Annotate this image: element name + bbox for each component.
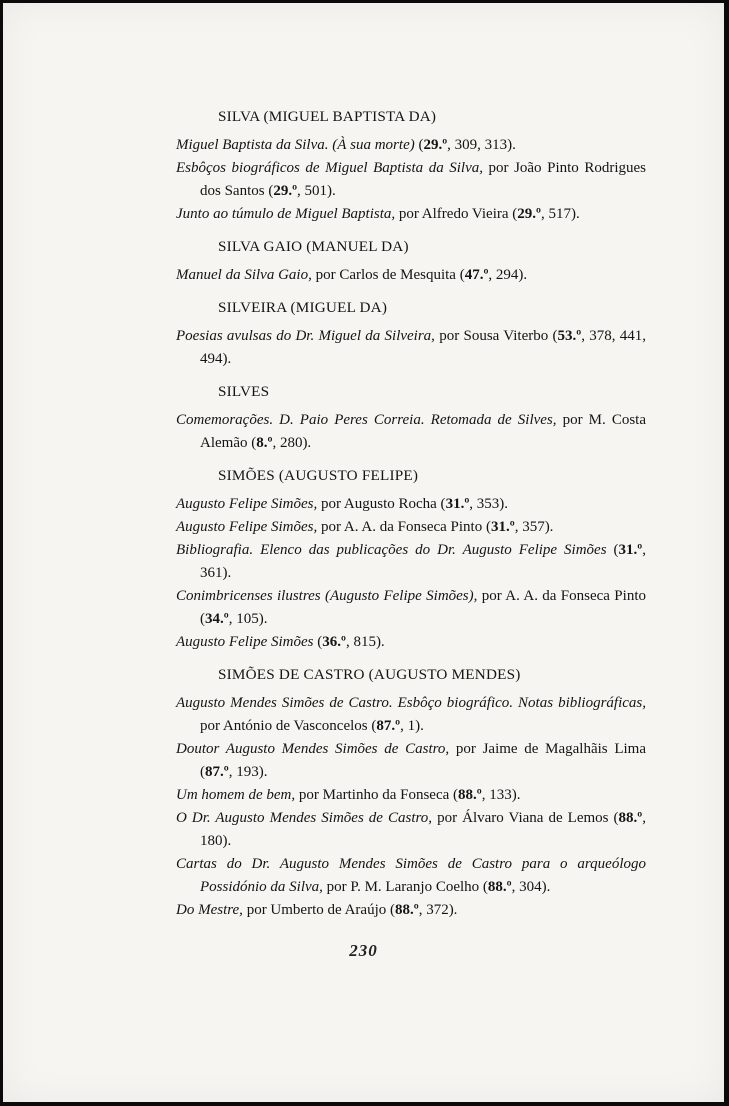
section-heading: SILVA GAIO (MANUEL DA) bbox=[218, 238, 409, 255]
entry-author: por Augusto Rocha ( bbox=[317, 496, 446, 512]
entry-volume: 88.º bbox=[487, 879, 512, 895]
entry-pages: , 501). bbox=[297, 183, 336, 199]
entry-title: Bibliografia. Elenco das publicações do Dr. Augusto Felipe Simões bbox=[176, 542, 607, 558]
section-heading: SILVEIRA (MIGUEL DA) bbox=[218, 299, 388, 316]
entry-title: Poesias avulsas do Dr. Miguel da Silveira, bbox=[176, 328, 435, 344]
index-section bbox=[176, 298, 646, 382]
index-entry bbox=[176, 784, 646, 807]
entry-pages: , 372). bbox=[418, 902, 458, 918]
section-heading: SIMÕES (AUGUSTO FELIPE) bbox=[218, 467, 419, 484]
section-heading: SIMÕES DE CASTRO (AUGUSTO MENDES) bbox=[218, 666, 521, 683]
entry-volume: 87.º bbox=[205, 764, 229, 780]
entry-pages: , 193). bbox=[228, 764, 268, 780]
entry-author: ( bbox=[313, 634, 323, 650]
index-entry bbox=[176, 585, 646, 631]
page-number: 230 bbox=[349, 941, 378, 960]
entry-volume: 29.º bbox=[273, 183, 298, 199]
entry-volume: 47.º bbox=[464, 267, 489, 283]
index-section bbox=[176, 107, 646, 237]
entry-volume: 36.º bbox=[322, 634, 346, 650]
index-entry bbox=[176, 692, 646, 738]
index-entry bbox=[176, 134, 646, 157]
entry-author: por M. Costa Alemão ( bbox=[200, 412, 647, 451]
entry-author: por Martinho da Fonseca ( bbox=[295, 787, 459, 803]
entry-author: por Álvaro Viana de Lemos ( bbox=[432, 810, 619, 826]
entry-volume: 31.º bbox=[490, 519, 515, 535]
entry-volume: 88.º bbox=[394, 902, 419, 918]
index-entry bbox=[176, 738, 646, 784]
entry-author: por Alfredo Vieira ( bbox=[395, 206, 518, 222]
entry-pages: , 361). bbox=[200, 542, 646, 581]
index-entry bbox=[176, 899, 646, 922]
entry-pages: , 1). bbox=[400, 718, 424, 734]
entry-author: por Carlos de Mesquita ( bbox=[311, 267, 465, 283]
entry-volume: 31.º bbox=[618, 542, 643, 558]
entry-pages: , 133). bbox=[481, 787, 521, 803]
index-entry bbox=[176, 157, 646, 203]
entry-author: por A. A. da Fonseca Pinto ( bbox=[317, 519, 491, 535]
entry-volume: 31.º bbox=[445, 496, 470, 512]
entry-pages: , 353). bbox=[469, 496, 509, 512]
page bbox=[3, 3, 724, 1102]
entry-volume: 29.º bbox=[517, 206, 541, 222]
entry-volume: 8.º bbox=[256, 435, 273, 451]
index-section bbox=[176, 237, 646, 298]
entry-volume: 53.º bbox=[557, 328, 582, 344]
index-entry bbox=[176, 853, 646, 899]
entry-pages: , 294). bbox=[488, 267, 528, 283]
index-entry bbox=[176, 203, 646, 226]
entry-volume: 34.º bbox=[205, 611, 229, 627]
entry-title: Augusto Felipe Simões bbox=[176, 634, 314, 650]
entry-author: por Umberto de Araújo ( bbox=[242, 902, 395, 918]
entry-title: Augusto Felipe Simões, bbox=[176, 519, 318, 535]
index-section bbox=[176, 382, 646, 466]
entry-pages: , 357). bbox=[514, 519, 554, 535]
section-heading: SILVA (MIGUEL BAPTISTA DA) bbox=[218, 108, 437, 125]
index-section bbox=[176, 466, 646, 665]
entry-pages: , 378, 441, 494). bbox=[200, 328, 646, 367]
entry-pages: , 304). bbox=[511, 879, 551, 895]
entry-author: por Sousa Viterbo ( bbox=[434, 328, 558, 344]
index-content bbox=[176, 107, 646, 922]
entry-title: Manuel da Silva Gaio, bbox=[176, 267, 312, 283]
entry-title: Um homem de bem, bbox=[176, 787, 296, 803]
index-entry bbox=[176, 409, 646, 455]
entry-author: por A. A. da Fonseca Pinto ( bbox=[200, 588, 646, 627]
entry-author: por António de Vasconcelos ( bbox=[200, 718, 377, 734]
entry-volume: 29.º bbox=[423, 137, 448, 153]
entry-title: Do Mestre, bbox=[176, 902, 243, 918]
entry-title: Augusto Felipe Simões, bbox=[176, 496, 318, 512]
entry-author: por Jaime de Magalhãis Lima ( bbox=[200, 741, 647, 780]
entry-author: ( bbox=[414, 137, 424, 153]
entry-title: Junto ao túmulo de Miguel Baptista, bbox=[176, 206, 396, 222]
entry-author: por João Pinto Rodrigues dos Santos ( bbox=[200, 160, 646, 199]
section-heading: SILVES bbox=[218, 383, 270, 400]
entry-author: ( bbox=[606, 542, 619, 558]
index-section bbox=[176, 665, 646, 922]
index-entry bbox=[176, 631, 646, 654]
entry-title: Augusto Mendes Simões de Castro. Esbôço biográfico. Notas bibliográficas, bbox=[176, 695, 646, 711]
index-entry bbox=[176, 325, 646, 371]
entry-volume: 88.º bbox=[458, 787, 482, 803]
entry-pages: , 309, 313). bbox=[447, 137, 516, 153]
entry-pages: , 180). bbox=[200, 810, 646, 849]
entry-pages: , 517). bbox=[540, 206, 580, 222]
index-entry bbox=[176, 264, 646, 287]
entry-title: Comemorações. D. Paio Peres Correia. Retomada de Silves, bbox=[176, 412, 557, 428]
index-entry bbox=[176, 516, 646, 539]
index-entry bbox=[176, 807, 646, 853]
entry-title: Conimbricenses ilustres (Augusto Felipe Simões), bbox=[176, 588, 478, 604]
entry-volume: 87.º bbox=[376, 718, 401, 734]
entry-title: O Dr. Augusto Mendes Simões de Castro, bbox=[176, 810, 433, 826]
entry-pages: , 105). bbox=[228, 611, 268, 627]
entry-pages: , 815). bbox=[345, 634, 385, 650]
entry-title: Esbôços biográficos de Miguel Baptista da Silva, bbox=[176, 160, 483, 176]
entry-author: por P. M. Laranjo Coelho ( bbox=[322, 879, 488, 895]
entry-title: Miguel Baptista da Silva. (À sua morte) bbox=[176, 137, 415, 153]
index-entry bbox=[176, 539, 646, 585]
entry-pages: , 280). bbox=[272, 435, 312, 451]
entry-volume: 88.º bbox=[618, 810, 643, 826]
entry-title: Doutor Augusto Mendes Simões de Castro, bbox=[176, 741, 450, 757]
entry-title: Cartas do Dr. Augusto Mendes Simões de Castro para o arqueólogo Possidónio da Silva, bbox=[176, 856, 646, 895]
index-entry bbox=[176, 493, 646, 516]
